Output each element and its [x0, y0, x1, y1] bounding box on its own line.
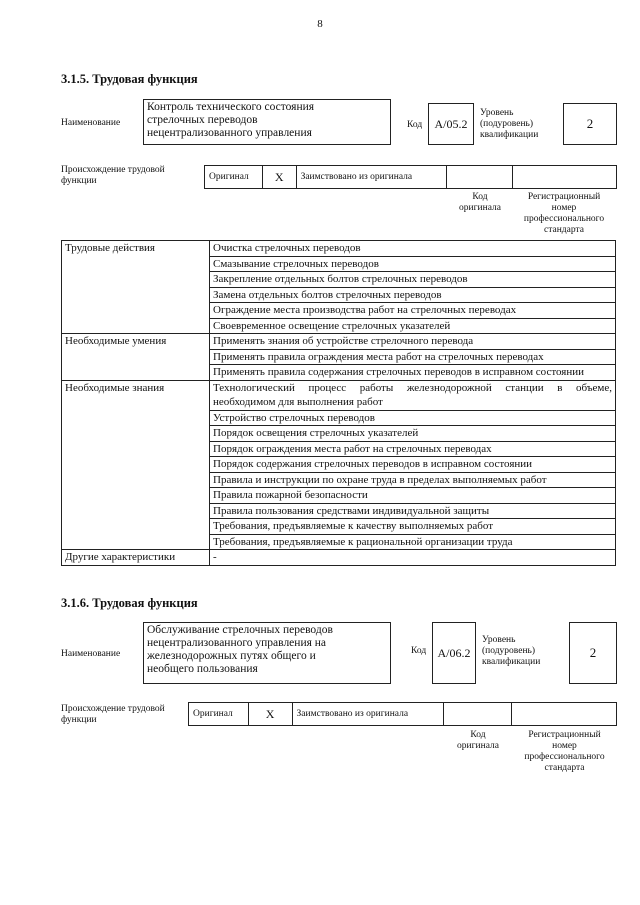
table-row: Применять правила содержания стрелочных переводов в исправном состоянии [210, 365, 616, 381]
caption-line: Регистрационный [527, 192, 601, 202]
caption-line: профессионального [523, 214, 605, 224]
name-label-316: Наименование [61, 649, 121, 659]
code-box-315: А/05.2 [428, 103, 474, 145]
caption-line: профессионального [524, 752, 605, 762]
function-name-line: необщего пользования [147, 663, 258, 675]
table-row: Устройство стрелочных переводов [210, 410, 616, 426]
function-name-line: железнодорожных путях общего и [147, 650, 316, 662]
level-label-316 [482, 635, 540, 668]
section-title-316: 3.1.6. Трудовая функция [61, 596, 198, 610]
original-cell: Оригинал [205, 166, 263, 188]
caption-line: оригинала [457, 741, 499, 751]
function-details-table [61, 240, 616, 566]
category-other: Другие характеристики [62, 550, 210, 566]
code-label-316: Код [411, 646, 427, 656]
function-name-box-316 [143, 622, 391, 684]
function-name-line: стрелочных переводов [147, 114, 258, 126]
level-label-line: Уровень [480, 108, 514, 118]
function-name-line: нецентрализованного управления [147, 127, 312, 139]
table-row: Правила пожарной безопасности [210, 488, 616, 504]
caption-line: Регистрационный [528, 730, 601, 740]
caption-line: оригинала [459, 203, 501, 213]
table-row: - [210, 550, 616, 566]
origin-label-line: Происхождение трудовой [61, 165, 165, 175]
origin-label-315 [61, 165, 165, 187]
category-labor-actions: Трудовые действия [62, 241, 210, 257]
table-row: Порядок содержания стрелочных переводов в исправном состоянии [210, 457, 616, 473]
table-row: Ограждение места производства работ на стрелочных переводах [210, 303, 616, 319]
caption-line: Код [472, 192, 488, 202]
level-label-315 [480, 108, 538, 141]
caption-line: стандарта [544, 763, 585, 773]
level-box-316: 2 [569, 622, 617, 684]
table-row: Замена отдельных болтов стрелочных переводов [210, 287, 616, 303]
code-original-cell [447, 166, 513, 188]
code-label-315: Код [407, 120, 423, 130]
reg-number-cell [512, 703, 617, 725]
category-knowledge: Необходимые знания [62, 380, 210, 410]
section-title-315: 3.1.5. Трудовая функция [61, 72, 198, 86]
table-row: Применять правила ограждения места работ на стрелочных переводах [210, 349, 616, 365]
table-row: Очистка стрелочных переводов [210, 241, 616, 257]
table-row: Требования, предъявляемые к рациональной организации труда [210, 534, 616, 550]
caption-line: Код [470, 730, 486, 740]
function-name-line: Обслуживание стрелочных переводов [147, 624, 333, 636]
origin-label-316 [61, 704, 165, 726]
origin-label-line: функции [61, 715, 97, 725]
reg-number-cell [513, 166, 616, 188]
origin-row-316 [188, 702, 617, 726]
caption-line: номер [551, 203, 577, 213]
table-row: Правила и инструкции по охране труда в пределах выполняемых работ [210, 472, 616, 488]
category-skills: Необходимые умения [62, 334, 210, 350]
function-name-box-315 [143, 99, 391, 145]
level-label-line: (подуровень) [482, 646, 536, 656]
borrowed-cell: Заимствовано из оригинала [293, 703, 444, 725]
level-label-line: (подуровень) [480, 119, 534, 129]
origin-row-315 [204, 165, 617, 189]
table-row: Смазывание стрелочных переводов [210, 256, 616, 272]
level-box-315: 2 [563, 103, 617, 145]
code-original-cell [444, 703, 512, 725]
function-name-line: нецентрализованного управления на [147, 637, 327, 649]
reg-number-caption-315 [510, 192, 618, 236]
table-row: Своевременное освещение стрелочных указателей [210, 318, 616, 334]
origin-label-line: функции [61, 176, 97, 186]
table-row: Правила пользования средствами индивидуальной защиты [210, 503, 616, 519]
table-row: Закрепление отдельных болтов стрелочных переводов [210, 272, 616, 288]
caption-line: номер [552, 741, 577, 751]
function-name-line: Контроль технического состояния [147, 101, 315, 113]
table-row: Требования, предъявляемые к качеству выполняемых работ [210, 519, 616, 535]
level-label-line: квалификации [482, 657, 541, 667]
reg-number-caption-316 [512, 730, 617, 774]
caption-line: стандарта [544, 225, 584, 235]
borrowed-cell: Заимствовано из оригинала [297, 166, 447, 188]
name-label-315: Наименование [61, 118, 121, 128]
origin-label-line: Происхождение трудовой [61, 704, 165, 714]
level-label-line: Уровень [482, 635, 516, 645]
code-box-316: А/06.2 [432, 622, 476, 684]
original-mark-cell: X [249, 703, 293, 725]
original-cell: Оригинал [189, 703, 249, 725]
code-original-caption-315 [447, 192, 513, 214]
page-number: 8 [317, 18, 323, 30]
table-row: Порядок ограждения места работ на стрелочных переводах [210, 441, 616, 457]
level-label-line: квалификации [480, 130, 539, 140]
code-original-caption-316 [444, 730, 512, 752]
table-row: Технологический процесс работы железнодорожной станции в объеме, необходимом для выполнения работ [210, 380, 616, 410]
table-row: Применять знания об устройстве стрелочного перевода [210, 334, 616, 350]
original-mark-cell: X [263, 166, 297, 188]
table-row: Порядок освещения стрелочных указателей [210, 426, 616, 442]
